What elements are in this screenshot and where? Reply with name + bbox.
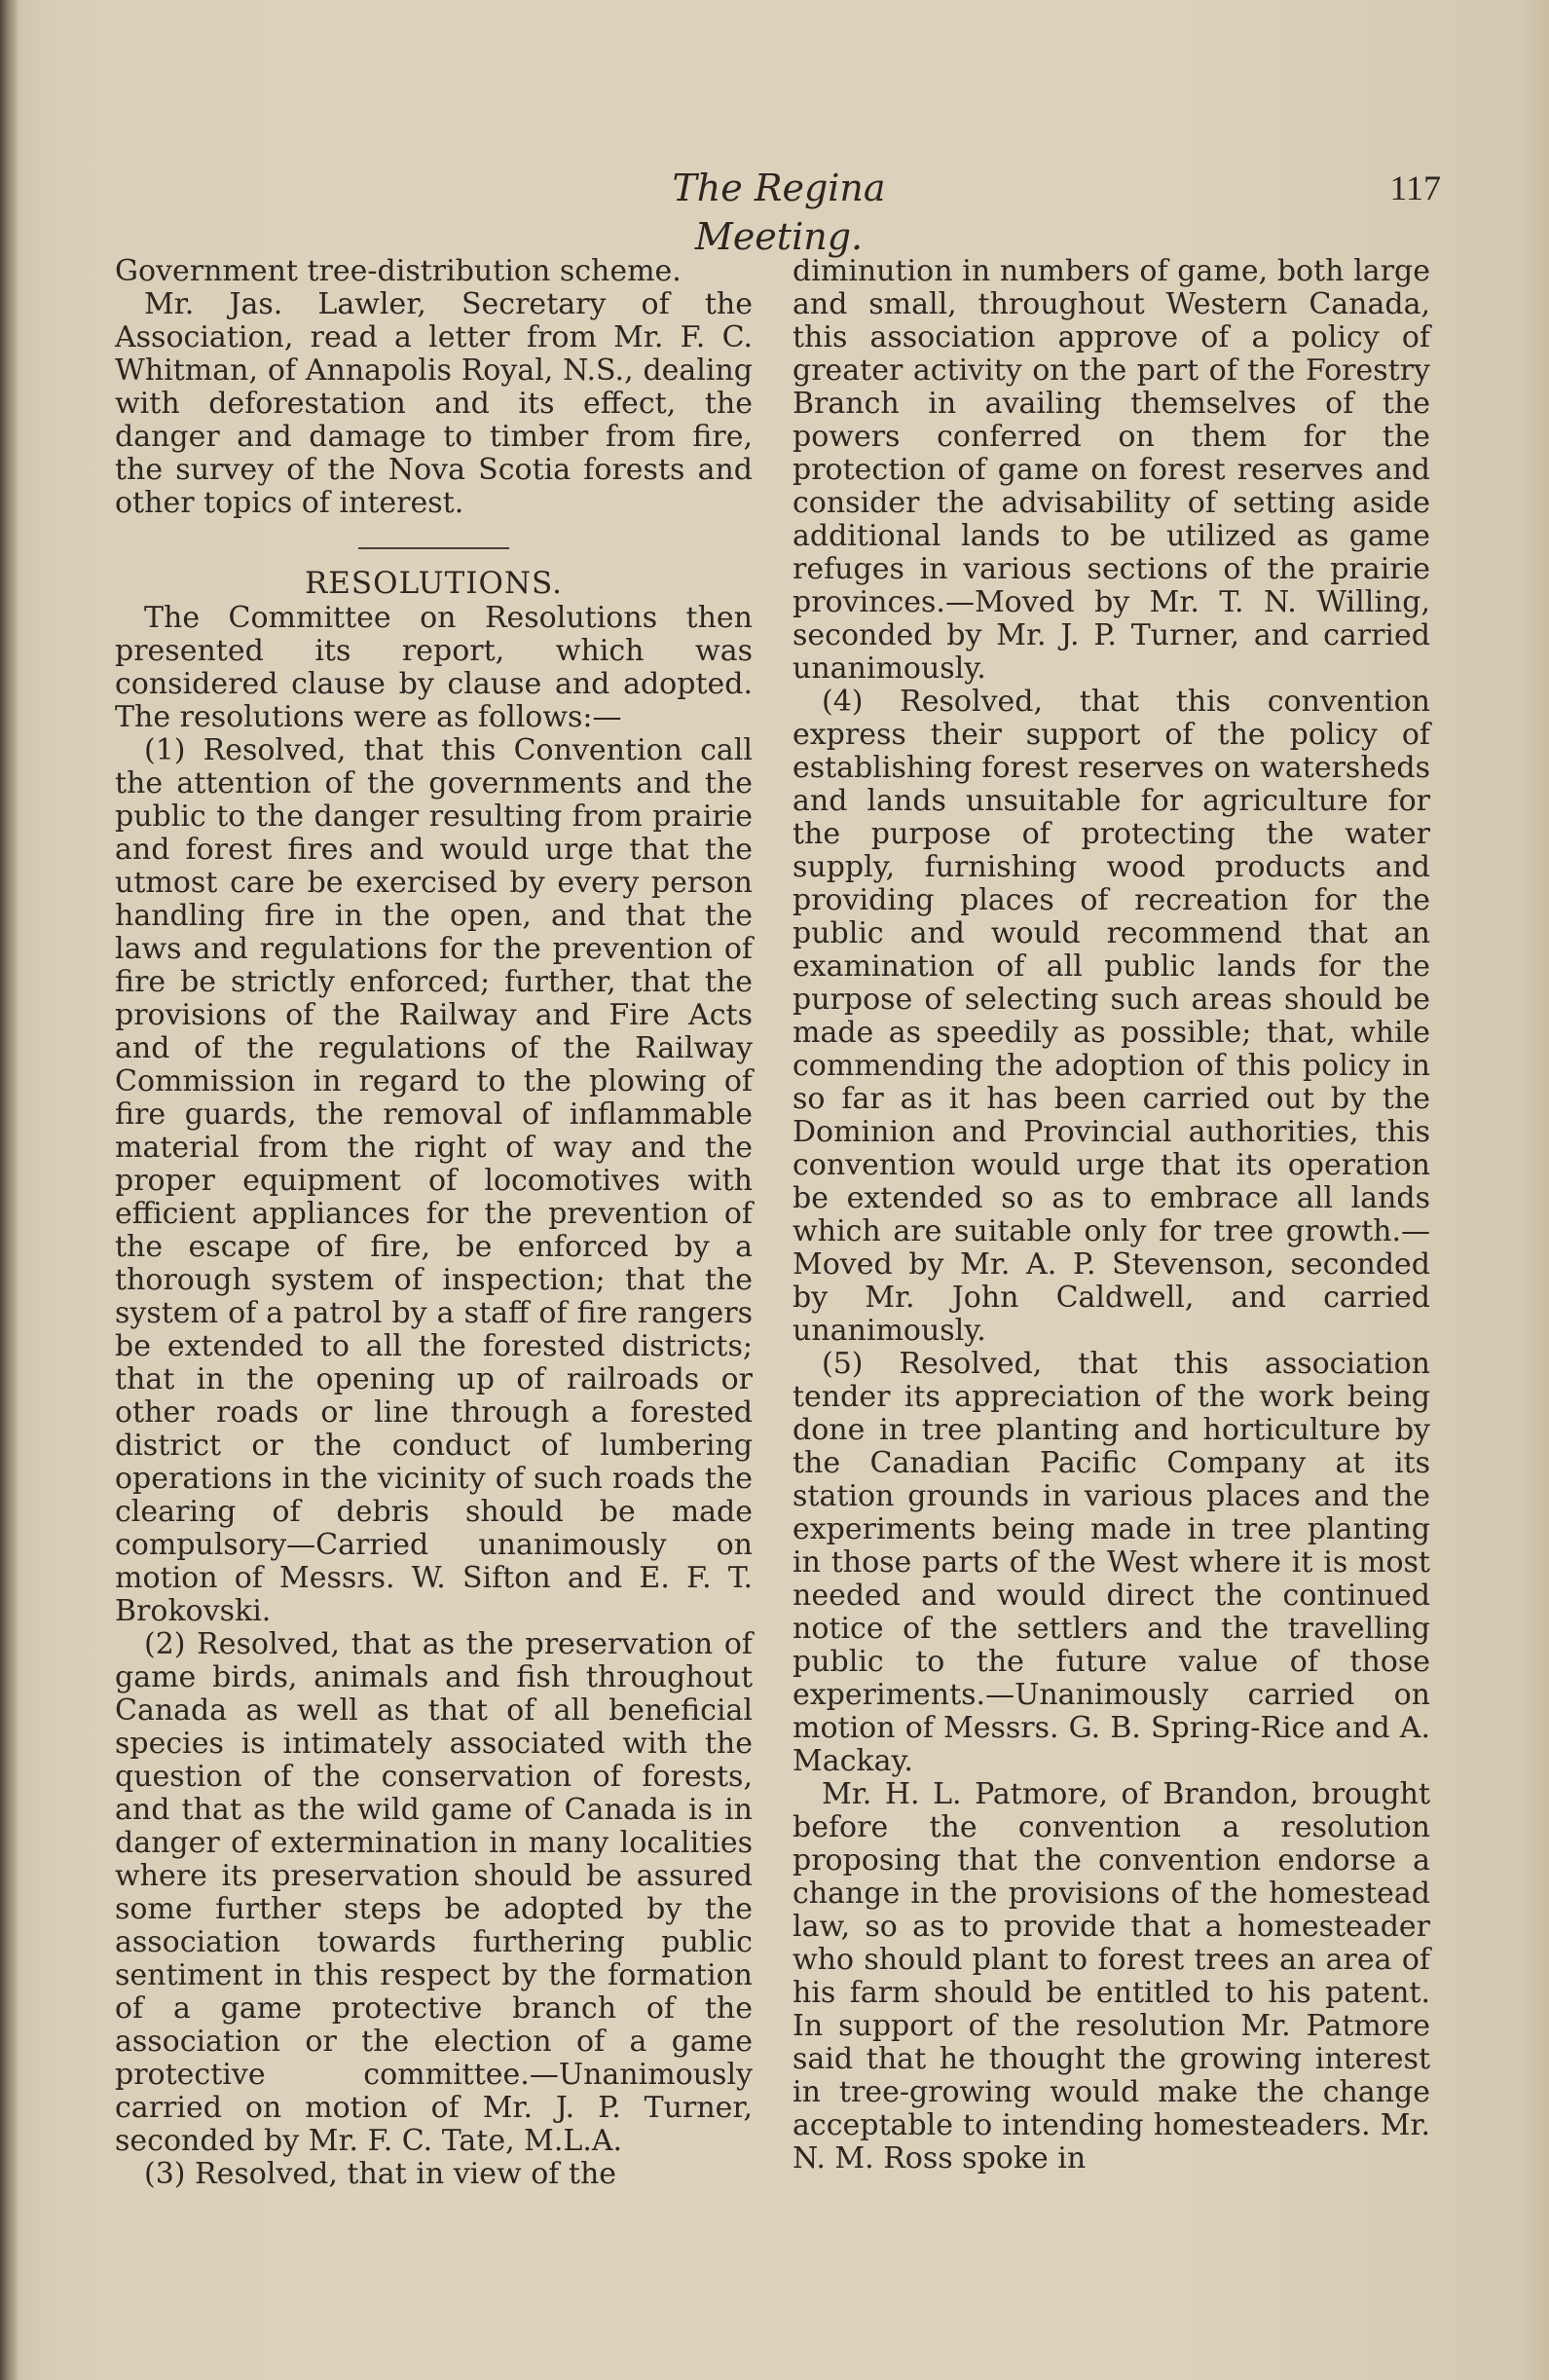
paragraph: The Committee on Resolutions then presented its report, which was considered clause by clause and adopted. The resolutions were as follows:— (115, 601, 753, 734)
paragraph: diminution in numbers of game, both large and small, throughout Western Canada, this association approve of a policy of greater activity on the part of the Forestry Branch in availing themselves of the powers conferred on them for the protection of game on forest reserves and consider the advisability of setting aside additional lands to be utilized as game refuges in various sections of the prairie provinces.—Moved by Mr. T. N. Willing, seconded by Mr. J. P. Turner, and carried unanimously. (793, 254, 1430, 686)
paragraph: Mr. Jas. Lawler, Secretary of the Association, read a letter from Mr. F. C. Whitman, of Annapolis Royal, N.S., dealing with deforestation and its effect, the danger and damage to timber from fire, the survey of the Nova Scotia forests and other topics of interest. (115, 287, 753, 520)
resolution-paragraph: (2) Resolved, that as the preservation of game birds, animals and fish throughout Canada as well as that of all beneficial species is intimately associated with the question of the conservation of forests, and that as the wild game of Canada is in danger of extermination in many localities where its preservation should be assured some further steps be adopted by the association towards furthering public sentiment in this respect by the formation of a game protective branch of the association or the election of a game protective committee.—Unanimously carried on motion of Mr. J. P. Turner, seconded by Mr. F. C. Tate, M.L.A. (115, 1627, 753, 2158)
section-divider (358, 547, 509, 549)
paragraph: Government tree-distribution scheme. (115, 254, 682, 288)
left-column (115, 255, 753, 2191)
paragraph: Mr. H. L. Patmore, of Brandon, brought before the convention a resolution proposing that the convention endorse a change in the provisions of the homestead law, so as to provide that a homesteader who should plant to forest trees an area of his farm should be entitled to his patent. In support of the resolution Mr. Patmore said that he thought the growing interest in tree-growing would make the change acceptable to intending homesteaders. Mr. N. M. Ross spoke in (793, 1777, 1430, 2175)
resolution-paragraph: (1) Resolved, that this Convention call the attention of the governments and the public to the danger resulting from prairie and forest fires and would urge that the utmost care be exercised by every person handling fire in the open, and that the laws and regulations for the prevention of fire be strictly enforced; further, that the provisions of the Railway and Fire Acts and of the regulations of the Railway Commission in regard to the plowing of fire guards, the removal of inflammable material from the right of way and the proper equipment of locomotives with efficient appliances for the prevention of the escape of fire, be enforced by a thorough system of inspection; that the system of a patrol by a staff of fire rangers be extended to all the forested districts; that in the opening up of railroads or other roads or line through a forested district or the conduct of lumbering operations in the vicinity of such roads the clearing of debris should be made compulsory—Carried unanimously on motion of Messrs. W. Sifton and E. F. T. Brokovski. (115, 733, 753, 1628)
resolution-paragraph: (4) Resolved, that this convention express their support of the policy of establishing forest reserves on watersheds and lands unsuitable for agriculture for the purpose of protecting the water supply, furnishing wood products and providing places of recreation for the public and would recommend that an examination of all public lands for the purpose of selecting such areas should be made as speedily as possible; that, while commending the adoption of this policy in so far as it has been carried out by the Dominion and Provincial authorities, this convention would urge that its operation be extended so as to embrace all lands which are suitable only for tree growth.—Moved by Mr. A. P. Stevenson, seconded by Mr. John Caldwell, and carried unanimously. (793, 685, 1430, 1348)
resolution-paragraph: (5) Resolved, that this association tender its appreciation of the work being done in tree planting and horticulture by the Canadian Pacific Company at its station grounds in various places and the experiments being made in tree planting in those parts of the West where it is most needed and would direct the continued notice of the settlers and the travelling public to the future value of those experiments.—Unanimously carried on motion of Messrs. G. B. Spring-Rice and A. Mackay. (793, 1347, 1430, 1778)
resolution-paragraph: (3) Resolved, that in view of the (144, 2157, 617, 2191)
section-heading: RESOLUTIONS. (304, 566, 564, 601)
page-header (0, 164, 1549, 258)
book-binding-shadow (0, 0, 19, 2380)
page-number: 117 (1389, 168, 1441, 207)
right-column (793, 255, 1430, 2175)
running-title: The Regina Meeting. (672, 167, 886, 258)
